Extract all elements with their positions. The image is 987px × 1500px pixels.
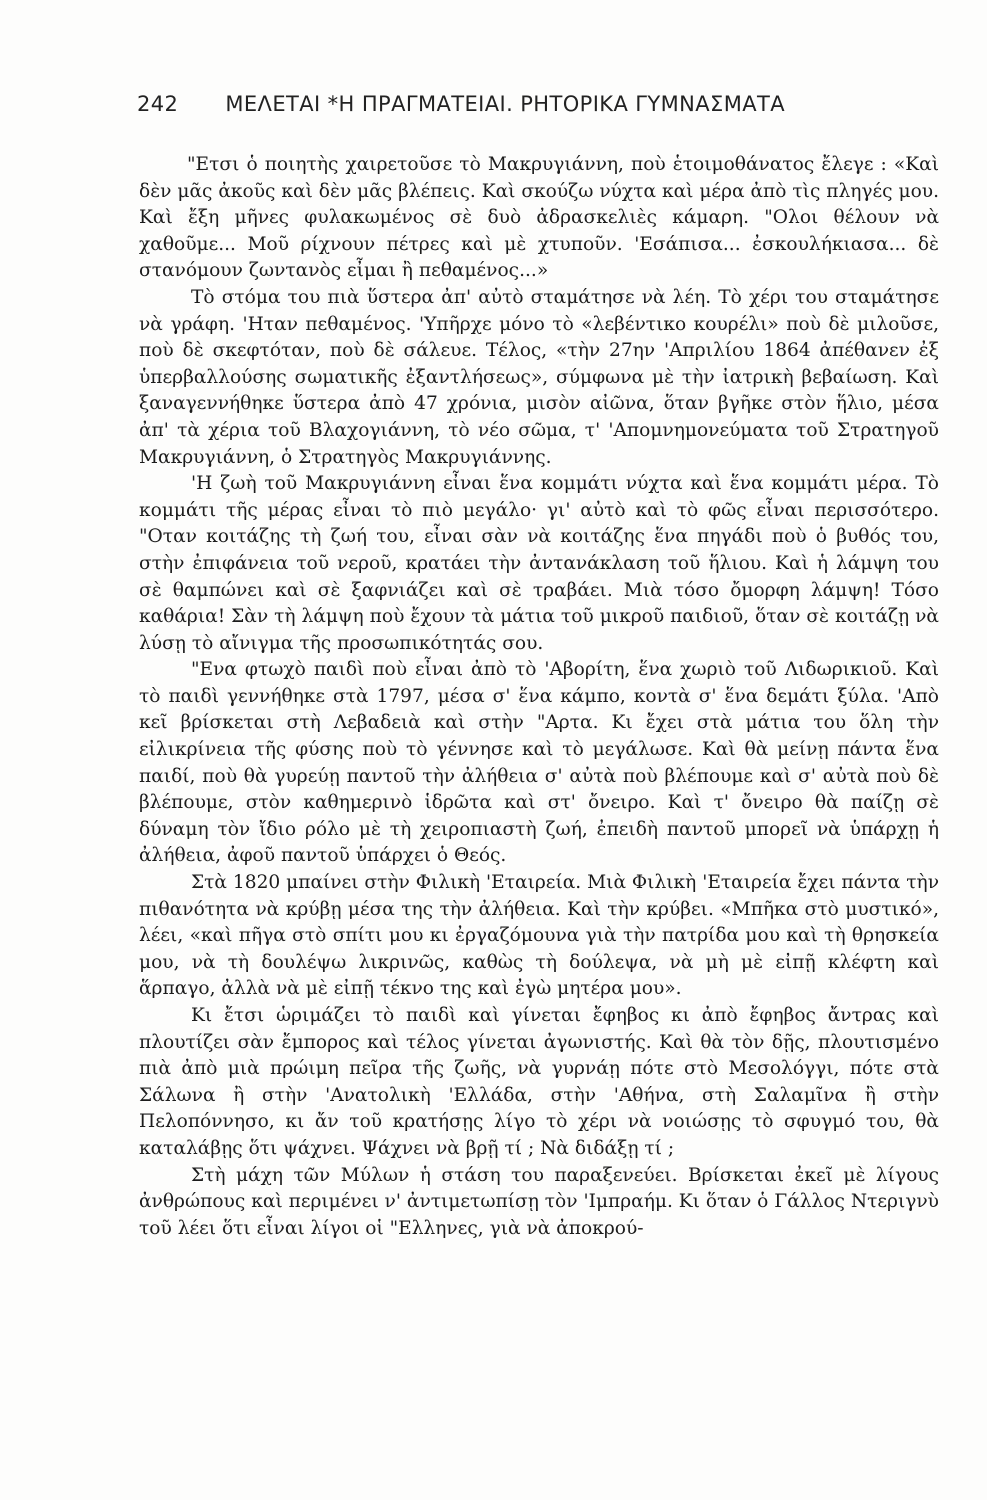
paragraph-6: Κι ἔτσι ὡριμάζει τὸ παιδὶ καὶ γίνεται ἔφηβος κι ἀπὸ ἔφηβος ἄντρας καὶ πλουτίζει σὰν ἔμπορος καὶ τέλος γίνεται ἀγωνιστής. Καὶ θὰ τὸν δῇς, πλουτισμένο πιὰ ἀπὸ μιὰ πρώιμη πεῖρα τῆς ζωῆς, νὰ γυρνάῃ πότε στὸ Μεσολόγγι, πότε στὰ Σάλωνα ἢ στὴν 'Ανατολικὴ 'Ελλάδα, στὴν 'Αθήνα, στὴ Σαλαμῖνα ἢ στὴν Πελοπόννησο, κι ἄν τοῦ κρατήσῃς λίγο τὸ χέρι νὰ νοιώσῃς τὸ σφυγμό του, θὰ καταλάβῃς ὅτι ψάχνει. Ψάχνει νὰ βρῇ τί ; Νὰ διδάξῃ τί ; — [139, 1005, 939, 1159]
page-number: 242 — [137, 92, 179, 116]
paragraph-2: Τὸ στόμα του πιὰ ὕστερα ἀπ' αὐτὸ σταμάτησε νὰ λέη. Τὸ χέρι του σταμάτησε νὰ γράφη. 'Ηταν πεθαμένος. 'Υπῆρχε μόνο τὸ «λεβέντικο κουρέλι» ποὺ δὲ μιλοῦσε, ποὺ δὲ σκεφτόταν, ποὺ δὲ σάλευε. Τέλος, «τὴν 27ην 'Απριλίου 1864 ἀπέθανεν ἐξ ὑπερβαλλούσης σωματικῆς ἐξαντλήσεως», σύμφωνα μὲ τὴν ἰατρικὴ βεβαίωση. Καὶ ξαναγεννήθηκε ὕστερα ἀπὸ 47 χρόνια, μισὸν αἰῶνα, ὅταν βγῆκε στὸν ἥλιο, μέσα ἀπ' τὰ χέρια τοῦ Βλαχογιάννη, τὸ νέο σῶμα, τ' 'Απομνημονεύματα τοῦ Στρατηγοῦ Μακρυγιάννη, ὁ Στρατηγὸς Μακρυγιάννης. — [139, 286, 939, 468]
paragraph-5: Στὰ 1820 μπαίνει στὴν Φιλικὴ 'Εταιρεία. Μιὰ Φιλικὴ 'Εταιρεία ἔχει πάντα τὴν πιθανότητα νὰ κρύβῃ μέσα της τὴν ἀλήθεια. Καὶ τὴν κρύβει. «Μπῆκα στὸ μυστικό», λέει, «καὶ πῆγα στὸ σπίτι μου κι ἐργαζόμουνα γιὰ τὴν πατρίδα μου καὶ τὴ θρησκεία μου, νὰ τὴ δουλέψω λικρινῶς, καθὼς τὴ δούλεψα, νὰ μὴ μὲ εἰπῇ κλέφτη καὶ ἅρπαγο, ἀλλὰ νὰ μὲ εἰπῇ τέκνο της καὶ ἐγὼ μητέρα μου». — [139, 872, 939, 1000]
paragraph-7: Στὴ μάχη τῶν Μύλων ἡ στάση του παραξενεύει. Βρίσκεται ἐκεῖ μὲ λίγους ἀνθρώπους καὶ περιμένει ν' ἀντιμετωπίσῃ τὸν 'Ιμπραήμ. Κι ὅταν ὁ Γάλλος Ντεριγνὺ τοῦ λέει ὅτι εἶναι λίγοι οἱ "Ελληνες, γιὰ νὰ ἀποκρού- — [139, 1164, 939, 1239]
running-head-title: ΜΕΛΕΤΑΙ *Η ΠΡΑΓΜΑΤΕΙΑΙ. ΡΗΤΟΡΙΚΑ ΓΥΜΝΑΣΜΑΤΑ — [225, 92, 785, 116]
body-text — [139, 152, 939, 1242]
running-head — [137, 92, 857, 126]
paragraph-3: 'Η ζωὴ τοῦ Μακρυγιάννη εἶναι ἕνα κομμάτι νύχτα καὶ ἕνα κομμάτι μέρα. Τὸ κομμάτι τῆς μέρας εἶναι τὸ πιὸ μεγάλο· γι' αὐτὸ καὶ τὸ φῶς εἶναι περισσότερο. "Οταν κοιτάζης τὴ ζωή του, εἶναι σὰν νὰ κοιτάζης ἕνα πηγάδι ποὺ ὁ βυθός του, στὴν ἐπιφάνεια τοῦ νεροῦ, κρατάει τὴν ἀντανάκλαση τοῦ ἥλιου. Καὶ ἡ λάμψη του σὲ θαμπώνει καὶ σὲ ξαφνιάζει καὶ σὲ τραβάει. Μιὰ τόσο ὄμορφη λάμψη! Τόσο καθάρια! Σὰν τὴ λάμψη ποὺ ἔχουν τὰ μάτια τοῦ μικροῦ παιδιοῦ, ὅταν σὲ κοιτάζῃ νὰ λύσῃ τὸ αἴνιγμα τῆς προσωπικότητάς σου. — [139, 473, 939, 654]
paragraph-1: "Ετσι ὁ ποιητὴς χαιρετοῦσε τὸ Μακρυγιάννη, ποὺ ἑτοιμοθάνατος ἔλεγε : «Καὶ δὲν μᾶς ἀκοῦς καὶ δὲν μᾶς βλέπεις. Καὶ σκούζω νύχτα καὶ μέρα ἀπὸ τὶς πληγές μου. Καὶ ἔξη μῆνες φυλακωμένος σὲ δυὸ ἀδρασκελιὲς κάμαρη. "Ολοι θέλουν νὰ χαθοῦμε... Μοῦ ρίχνουν πέτρες καὶ μὲ χτυποῦν. 'Εσάπισα... ἐσκουλήκιασα... δὲ στανόμουν ζωντανὸς εἶμαι ἢ πεθαμένος...» — [139, 154, 939, 282]
paragraph-4: "Ενα φτωχὸ παιδὶ ποὺ εἶναι ἀπὸ τὸ 'Αβορίτη, ἕνα χωριὸ τοῦ Λιδωρικιοῦ. Καὶ τὸ παιδὶ γεννήθηκε στὰ 1797, μέσα σ' ἕνα κάμπο, κοντὰ σ' ἕνα δεμάτι ξύλα. 'Απὸ κεῖ βρίσκεται στὴ Λεβαδειὰ καὶ στὴν "Αρτα. Κι ἔχει στὰ μάτια του ὅλη τὴν εἰλικρίνεια τῆς φύσης ποὺ τὸ γέννησε καὶ τὸ μεγάλωσε. Καὶ θὰ μείνῃ πάντα ἕνα παιδί, ποὺ θὰ γυρεύῃ παντοῦ τὴν ἀλήθεια σ' αὐτὰ ποὺ βλέπουμε καὶ σ' αὐτὰ ποὺ δὲ βλέπουμε, στὸν καθημερινὸ ἱδρῶτα καὶ στ' ὄνειρο. Καὶ τ' ὄνειρο θὰ παίζῃ σὲ δύναμη τὸν ἴδιο ρόλο μὲ τὴ χειροπιαστὴ ζωή, ἐπειδὴ παντοῦ μπορεῖ νὰ ὑπάρχῃ ἡ ἀλήθεια, ἀφοῦ παντοῦ ὑπάρχει ὁ Θεός. — [139, 659, 939, 867]
